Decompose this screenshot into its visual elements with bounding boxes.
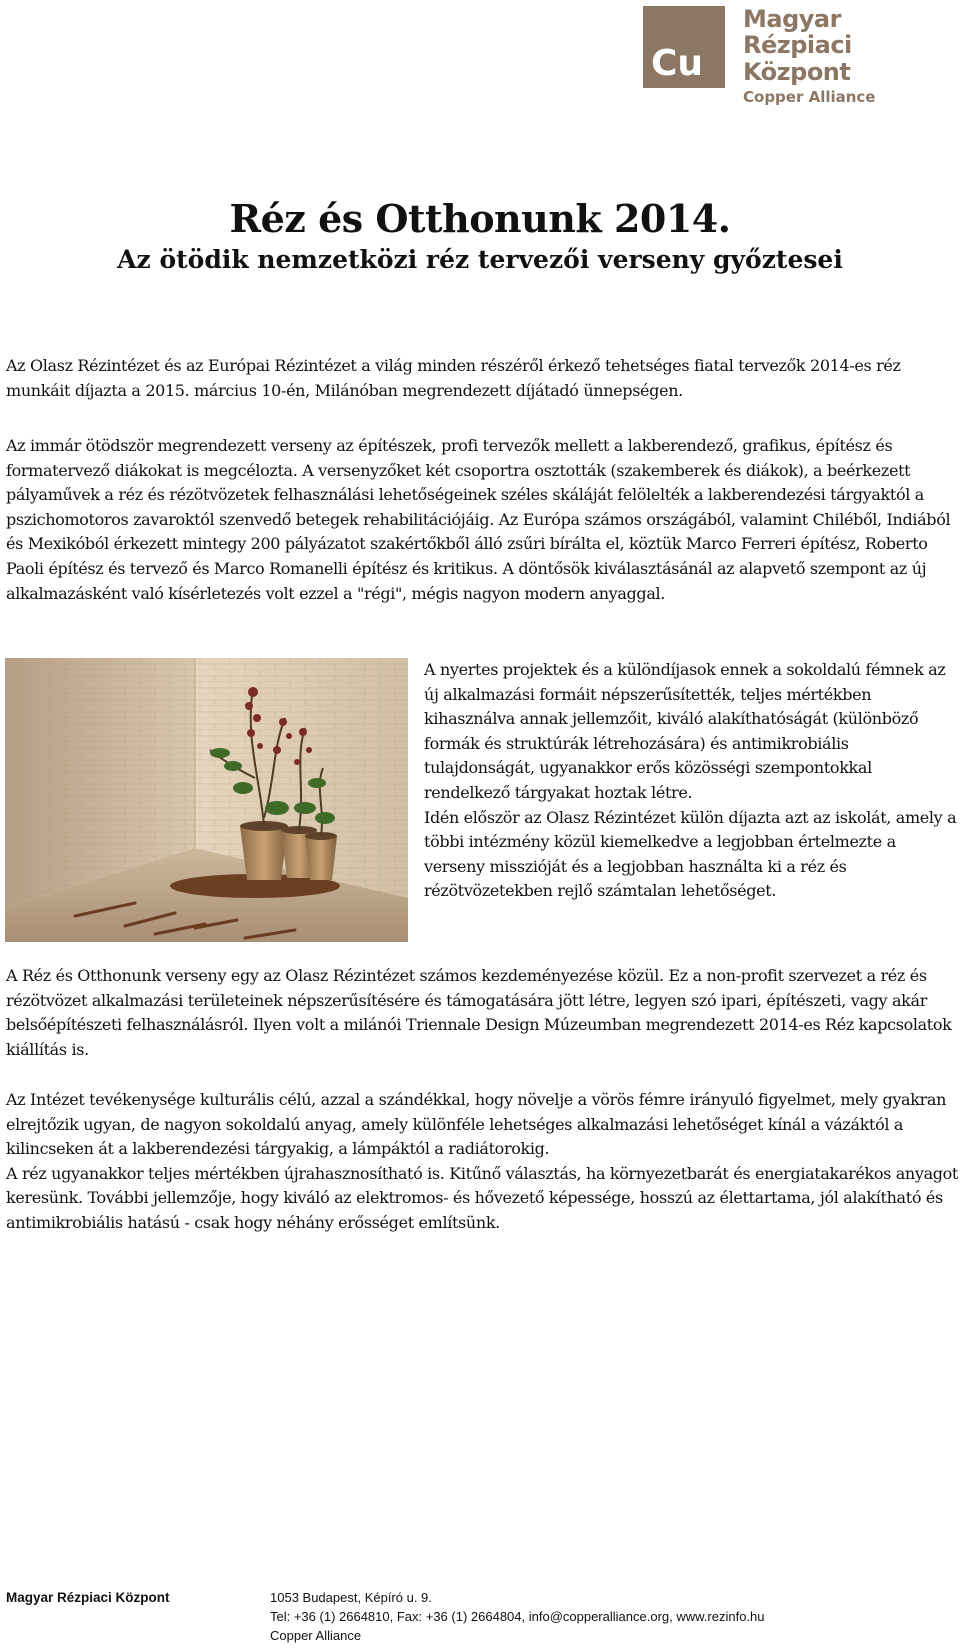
copper-planter-photo [5,658,408,942]
logo-line-1: Magyar [743,5,841,33]
footer-address: 1053 Budapest, Képíró u. 9. [270,1590,432,1605]
cu-logo-box [643,6,725,88]
logo-symbol: Cu [651,43,704,84]
logo-wordmark [743,6,953,106]
logo-line-2: Rézpiaci Központ [743,31,852,86]
document-title: Réz és Otthonunk 2014. [229,196,731,241]
footer-contact-block [270,1588,765,1645]
paragraph-winners: A nyertes projektek és a különdíjasok ennek a sokoldalú fémnek az új alkalmazási formáit népszerűsítették, teljes mértékben kihasználva annak jellemzőit, kiváló alakíthatóságát (különböző formák és struktúrák létrehozására) és antimikrobiális tulajdonságát, ugyanakkor erős közösségi szempontokkal rendelkező tárgyakat hoztak létre. [424,660,946,802]
paragraph-school-award: Idén először az Olasz Rézintézet külön díjazta azt az iskolát, amely a többi intézmény közül kiemelkedve a legjobban értelmezte a verseny misszióját és a legjobban használta ki a réz és rézötvözetekben rejlő számtalan lehetőséget. [424,807,957,901]
footer-organization: Magyar Rézpiaci Központ [6,1590,170,1605]
copper-alliance-logo [643,5,953,107]
footer-contact-line: Tel: +36 (1) 2664810, Fax: +36 (1) 2664804, info@copperalliance.org, www.rezinfo.hu [270,1609,765,1624]
paragraph-institute-activity: Az Intézet tevékenysége kulturális célú, azzal a szándékkal, hogy növelje a vörös fémre irányuló figyelmet, mely gyakran elrejtőzik ugyan, de nagyon sokoldalú anyag, amely különféle lehetséges alkalmazási lehetőséget kínál a vázáktól a kilincseken át a lakberendezési tárgyakig, a lámpáktól a radiátorokig. [6,1090,947,1159]
paragraph-institute [6,1088,958,1236]
paragraph-competition: Az immár ötödször megrendezett verseny az építészek, profi tervezők mellett a lakberendező, grafikus, építész és formatervező diákokat is megcélozta. A versenyzőket két csoportra osztották (szakemberek és diákok), a beérkezett pályaművek a réz és rézötvözetek felhasználási lehetőségeinek széles skáláját felölelték a lakberendezési tárgyaktól a pszichomotoros zavaroktól szenvedő betegek rehabilitációjáig. Az Európa számos országából, valamint Chiléből, Indiából és Mexikóból érkezett mintegy 200 pályázatot szakértőkből álló zsűri bírálta el, köztük Marco Ferreri építész, Roberto Paoli építész és tervező és Marco Romanelli építész és kritikus. A döntősök kiválasztásánál az alapvető szempont az új alkalmazásként való kísérletezés volt ezzel a "régi", mégis nagyon modern anyaggal. [6,436,951,603]
paragraph-recyclable: A réz ugyanakkor teljes mértékben újrahasznosítható is. Kitűnő választás, ha környezetbarát és energiatakarékos anyagot keresünk. További jellemzője, hogy kiváló az elektromos- és hővezető képessége, hosszú az élettartama, jól alakítható és antimikrobiális hatású - csak hogy néhány erősséget említsünk. [6,1163,959,1232]
photo-side-text [424,658,958,904]
paragraph-intro: Az Olasz Rézintézet és az Európai Rézintézet a világ minden részéről érkező tehetséges fiatal tervezők 2014-es réz munkáit díjazta a 2015. március 10-én, Milánóban megrendezett díjátadó ünnepségen. [6,356,901,400]
paragraph-initiative: A Réz és Otthonunk verseny egy az Olasz Rézintézet számos kezdeményezése közül. Ez a non-profit szervezet a réz és rézötvözet alkalmazási területeinek népszerűsítésére és támogatására jött létre, legyen szó ipari, építészeti, vagy akár belsőépítészeti felhasználásról. Ilyen volt a milánói Triennale Design Múzeumban megrendezett 2014-es Réz kapcsolatok kiállítás is. [6,966,952,1059]
logo-line-3: Copper Alliance [743,88,876,107]
footer-alliance: Copper Alliance [270,1628,362,1643]
document-subtitle: Az ötödik nemzetközi réz tervezői verseny győztesei [117,245,843,274]
